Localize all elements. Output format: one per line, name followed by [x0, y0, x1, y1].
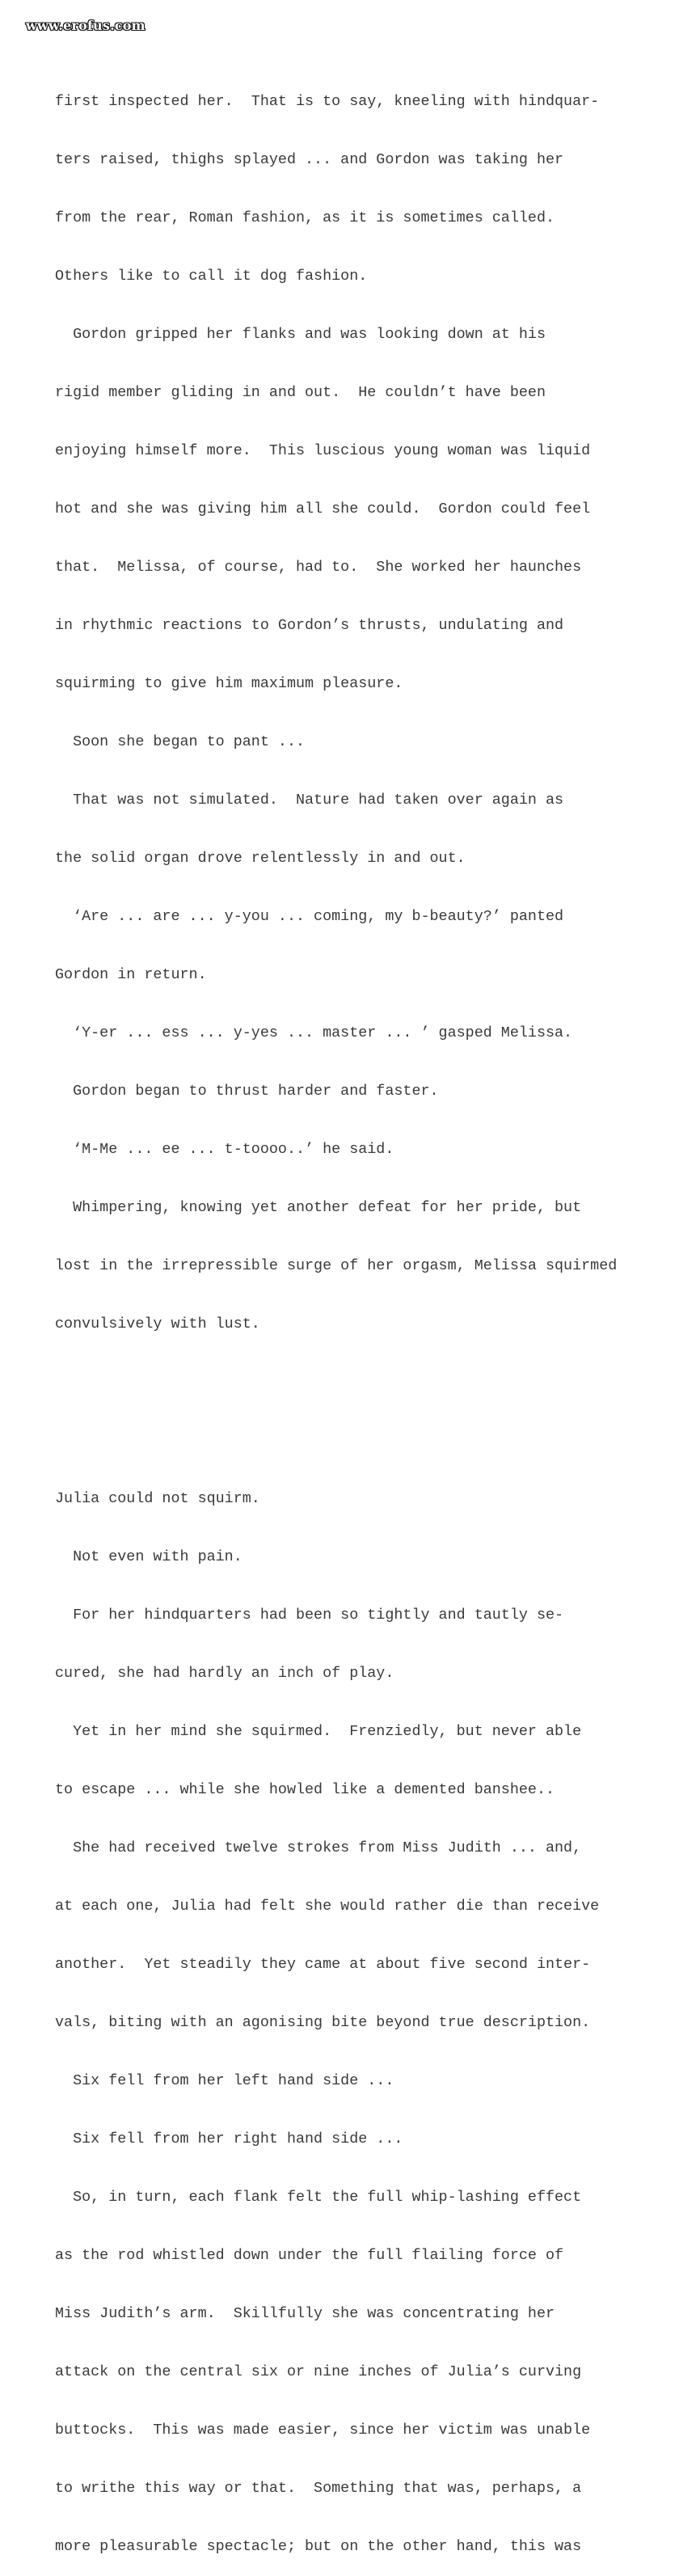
text-line: Six fell from her left hand side ... [55, 2072, 394, 2089]
text-line: at each one, Julia had felt she would rather die than receive [55, 1898, 600, 1915]
text-line: vals, biting with an agonising bite beyond true description. [55, 2014, 591, 2031]
text-line: ters raised, thighs splayed ... and Gordon was taking her [55, 151, 564, 168]
text-line: Six fell from her right hand side ... [55, 2130, 403, 2147]
text-line: another. Yet steadily they came at about five second inter- [55, 1956, 591, 1973]
text-line: cured, she had hardly an inch of play. [55, 1665, 394, 1682]
section-break [55, 1392, 630, 1431]
text-line: as the rod whistled down under the full flailing force of [55, 2247, 564, 2264]
text-line: first inspected her. That is to say, kneeling with hindquar- [55, 93, 600, 110]
text-line: She had received twelve strokes from Miss Judith ... and, [55, 1839, 582, 1856]
text-line: Whimpering, knowing yet another defeat for her pride, but [55, 1199, 582, 1216]
text-line: buttocks. This was made easier, since her victim was unable [55, 2422, 591, 2439]
text-line: Soon she began to pant ... [55, 733, 306, 750]
text-line: Others like to call it dog fashion. [55, 268, 368, 285]
text-line: ‘Are ... are ... y-you ... coming, my b-beauty?’ panted [55, 908, 564, 925]
text-line: hot and she was giving him all she could. Gordon could feel [55, 500, 591, 517]
text-line: Julia could not squirm. [55, 1490, 260, 1507]
text-line: to writhe this way or that. Something that was, perhaps, a [55, 2480, 582, 2497]
text-line: Gordon in return. [55, 966, 207, 983]
text-line: So, in turn, each flank felt the full whip-lashing effect [55, 2189, 582, 2206]
text-line: That was not simulated. Nature had taken over again as [55, 792, 564, 809]
text-line: Yet in her mind she squirmed. Frenziedly, but never able [55, 1723, 582, 1740]
text-line: the solid organ drove relentlessly in and out. [55, 850, 466, 867]
text-line: ‘M-Me ... ee ... t-toooo..’ he said. [55, 1141, 394, 1158]
text-line: enjoying himself more. This luscious young woman was liquid [55, 442, 591, 459]
page-body [55, 53, 630, 2576]
text-line: from the rear, Roman fashion, as it is sometimes called. [55, 209, 555, 226]
text-line: ‘Y-er ... ess ... y-yes ... master ... ’ gasped Melissa. [55, 1024, 573, 1041]
text-line: convulsively with lust. [55, 1315, 260, 1332]
text-line: lost in the irrepressible surge of her orgasm, Melissa squirmed [55, 1257, 618, 1274]
text-line: For her hindquarters had been so tightly and tautly se- [55, 1607, 564, 1624]
text-line: Gordon began to thrust harder and faster. [55, 1083, 439, 1100]
text-line: attack on the central six or nine inches of Julia’s curving [55, 2363, 582, 2380]
text-line: that. Melissa, of course, had to. She worked her haunches [55, 559, 582, 576]
text-line: squirming to give him maximum pleasure. [55, 675, 403, 692]
text-line: in rhythmic reactions to Gordon’s thrusts, undulating and [55, 617, 564, 634]
watermark: www.erofus.com [26, 18, 146, 33]
text-line: to escape ... while she howled like a demented banshee.. [55, 1781, 555, 1798]
text-line: Miss Judith’s arm. Skillfully she was concentrating her [55, 2305, 555, 2322]
text-line: Not even with pain. [55, 1548, 242, 1565]
text-line: Gordon gripped her flanks and was looking down at his [55, 326, 546, 343]
text-line: rigid member gliding in and out. He couldn’t have been [55, 384, 546, 401]
text-line: more pleasurable spectacle; but on the other hand, this was [55, 2538, 582, 2555]
